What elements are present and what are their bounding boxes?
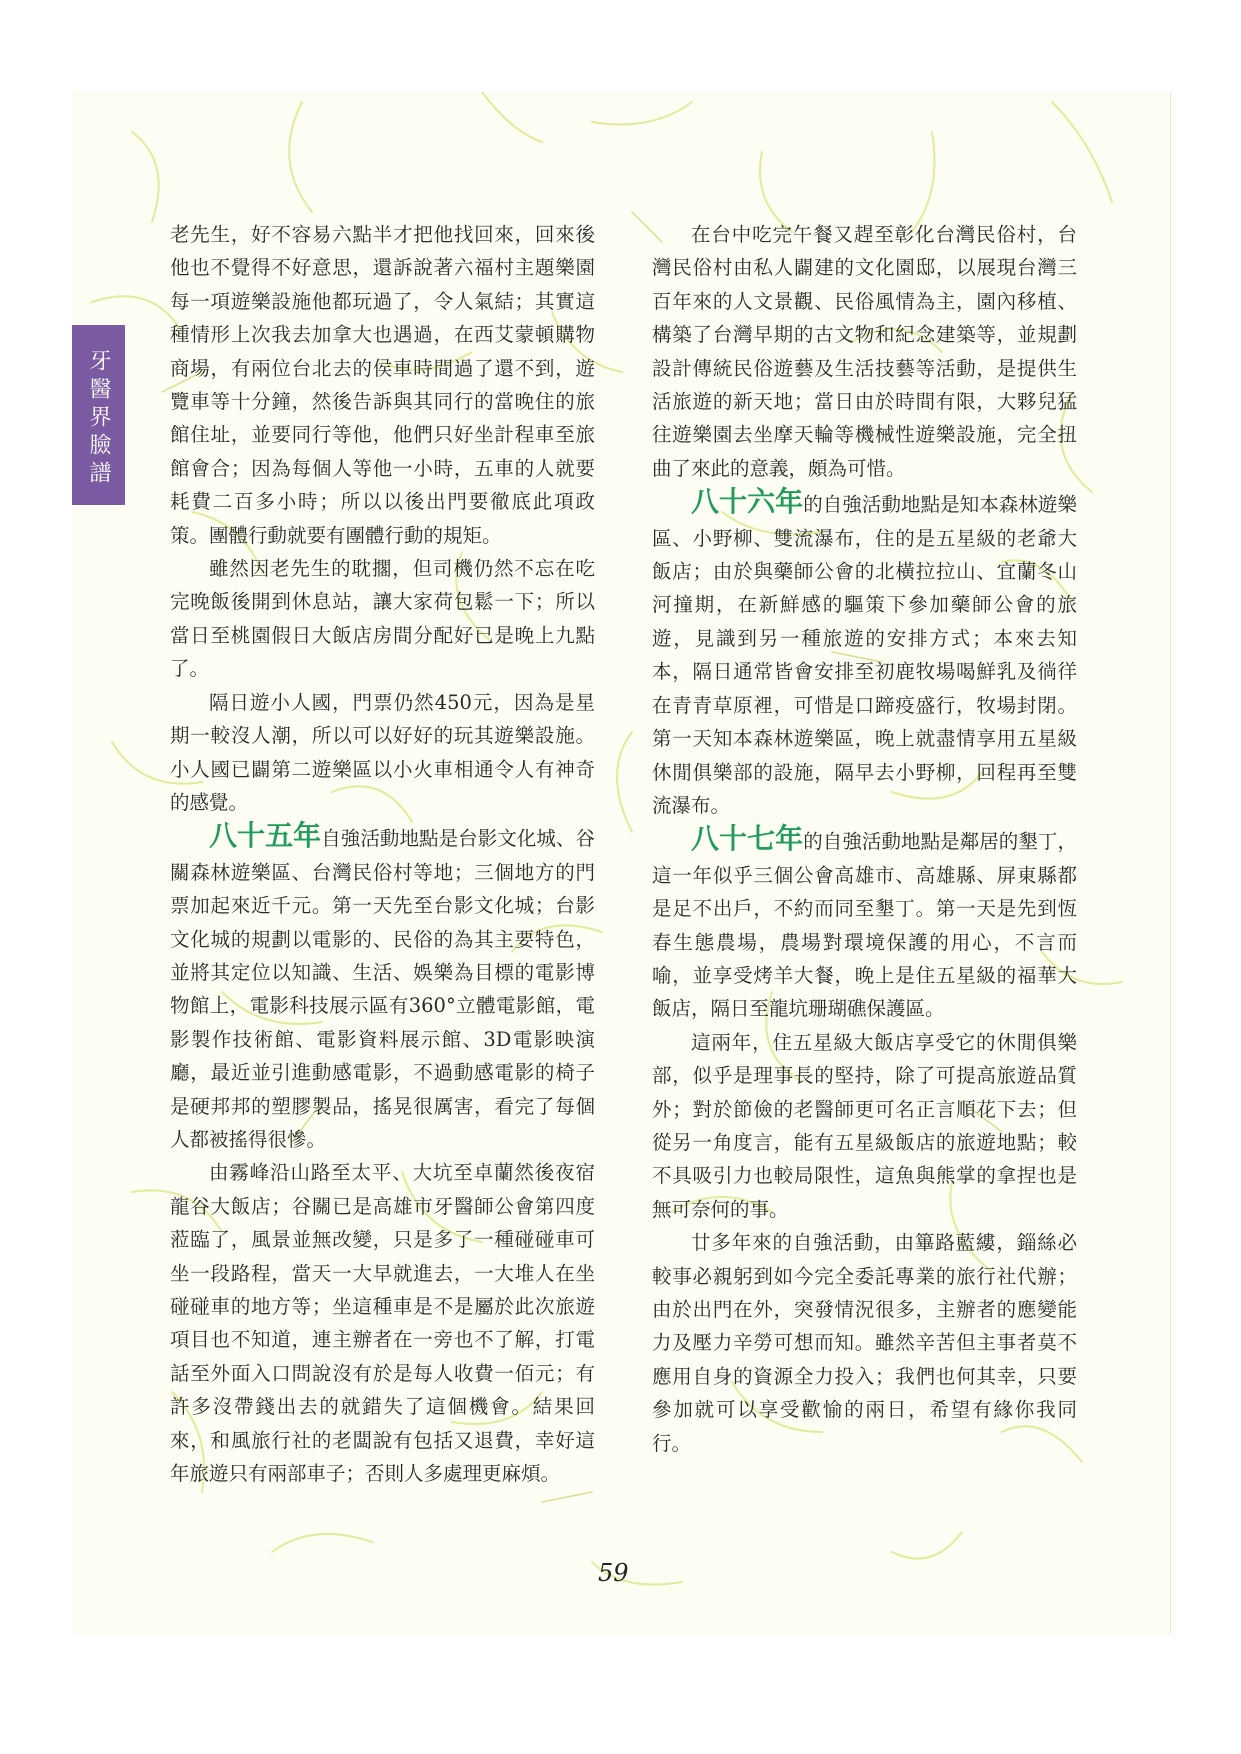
year-heading-86: 八十六年 <box>691 485 804 519</box>
year-heading-87: 八十七年 <box>691 822 804 856</box>
left-paragraph-4-text: 自強活動地點是台影文化城、谷關森林遊樂區、台灣民俗村等地；三個地方的門票加起來近千元。第一天先至台影文化城；台影文化城的規劃以電影的、民俗的為其主要特色，並將其定位以知識、生活、娛樂為目標的電影博物館上，電影科技展示區有360°立體電影館，電影製作技術館、電影資料展示館、3D電影映演廳，最近並引進動感電影，不過動感電影的椅子是硬邦邦的塑膠製品，搖晃很厲害，看完了每個人都被搖得很慘。 <box>170 827 595 1151</box>
right-paragraph-3-text: 的自強活動地點是鄰居的墾丁，這一年似乎三個公會高雄市、高雄縣、屏東縣都是足不出戶，不約而同至墾丁。第一天是先到恆春生態農場，農場對環境保護的用心，不言而喻，並享受烤羊大餐，晚上是住五星級的福華大飯店，隔日至龍坑珊瑚礁保護區。 <box>652 830 1077 1021</box>
left-paragraph-2: 雖然因老先生的耽擱，但司機仍然不忘在吃完晚飯後開到休息站，讓大家荷包鬆一下；所以當日至桃園假日大飯店房間分配好已是晚上九點了。 <box>170 557 595 681</box>
left-column <box>170 218 595 1490</box>
left-paragraph-3: 隔日遊小人國，門票仍然450元，因為是星期一較沒人潮，所以可以好好的玩其遊樂設施。小人國已闢第二遊樂區以小火車相通令人有神奇的感覺。 <box>170 690 595 814</box>
right-paragraph-3 <box>652 822 1077 1025</box>
right-paragraph-2-text: 的自強活動地點是知本森林遊樂區、小野柳、雙流瀑布，住的是五星級的老爺大飯店；由於與藥師公會的北橫拉拉山、宜蘭冬山河撞期，在新鮮感的驅策下參加藥師公會的旅遊，見識到另一種旅遊的安排方式；本來去知本，隔日通常皆會安排至初鹿牧場喝鮮乳及徜徉在青青草原裡，可惜是口蹄疫盛行，牧場封閉。第一天知本森林遊樂區，晚上就盡情享用五星級休閒俱樂部的設施，隔早去小野柳，回程再至雙流瀑布。 <box>652 493 1077 817</box>
right-paragraph-4: 這兩年，住五星級大飯店享受它的休閒俱樂部，似乎是理事長的堅持，除了可提高旅遊品質外；對於節儉的老醫師更可名正言順花下去；但從另一角度言，能有五星級飯店的旅遊地點；較不具吸引力也較局限性，這魚與熊掌的拿捏也是無可奈何的事。 <box>652 1030 1077 1221</box>
right-column <box>652 218 1077 1460</box>
section-side-tab <box>72 325 125 505</box>
page-number: 59 <box>598 1559 629 1587</box>
right-paragraph-1: 在台中吃完午餐又趕至彰化台灣民俗村，台灣民俗村由私人闢建的文化園邸，以展現台灣三百年來的人文景觀、民俗風情為主，園內移植、構築了台灣早期的古文物和紀念建築等，並規劃設計傳統民俗遊藝及生活技藝等活動，是提供生活旅遊的新天地；當日由於時間有限，大夥兒猛往遊樂園去坐摩天輪等機械性遊樂設施，完全扭曲了來此的意義，頗為可惜。 <box>652 223 1077 480</box>
right-paragraph-2 <box>652 485 1077 822</box>
section-side-tab-label: 牙醫界臉譜 <box>86 349 111 489</box>
right-paragraph-5: 廿多年來的自強活動，由篳路藍縷，錙絲必較事必親躬到如今完全委託專業的旅行社代辦；由於出門在外，突發情況很多，主辦者的應變能力及壓力辛勞可想而知。雖然辛苦但主事者莫不應用自身的資源全力投入；我們也何其幸，只要參加就可以享受歡愉的兩日，希望有緣你我同行。 <box>652 1231 1077 1455</box>
left-paragraph-1: 老先生，好不容易六點半才把他找回來，回來後他也不覺得不好意思，還訴說著六福村主題樂園每一項遊樂設施他都玩過了，令人氣結；其實這種情形上次我去加拿大也遇過，在西艾蒙頓購物商場，有兩位台北去的侯車時間過了還不到，遊覽車等十分鐘，然後告訴與其同行的當晚住的旅館住址，並要同行等他，他們只好坐計程車至旅館會合；因為每個人等他一小時，五車的人就要耗費二百多小時；所以以後出門要徹底此項政策。團體行動就要有團體行動的規矩。 <box>170 223 595 547</box>
year-heading-85: 八十五年 <box>209 819 322 853</box>
left-paragraph-4 <box>170 819 595 1156</box>
left-paragraph-5: 由霧峰沿山路至太平、大坑至卓蘭然後夜宿龍谷大飯店；谷關已是高雄市牙醫師公會第四度蒞臨了，風景並無改變，只是多了一種碰碰車可坐一段路程，當天一大早就進去，一大堆人在坐碰碰車的地方等；坐這種車是不是屬於此次旅遊項目也不知道，連主辦者在一旁也不了解，打電話至外面入口問說沒有於是每人收費一佰元；有許多沒帶錢出去的就錯失了這個機會。結果回來，和風旅行社的老闆說有包括又退費，幸好這年旅遊只有兩部車子；否則人多處理更麻煩。 <box>170 1161 595 1486</box>
